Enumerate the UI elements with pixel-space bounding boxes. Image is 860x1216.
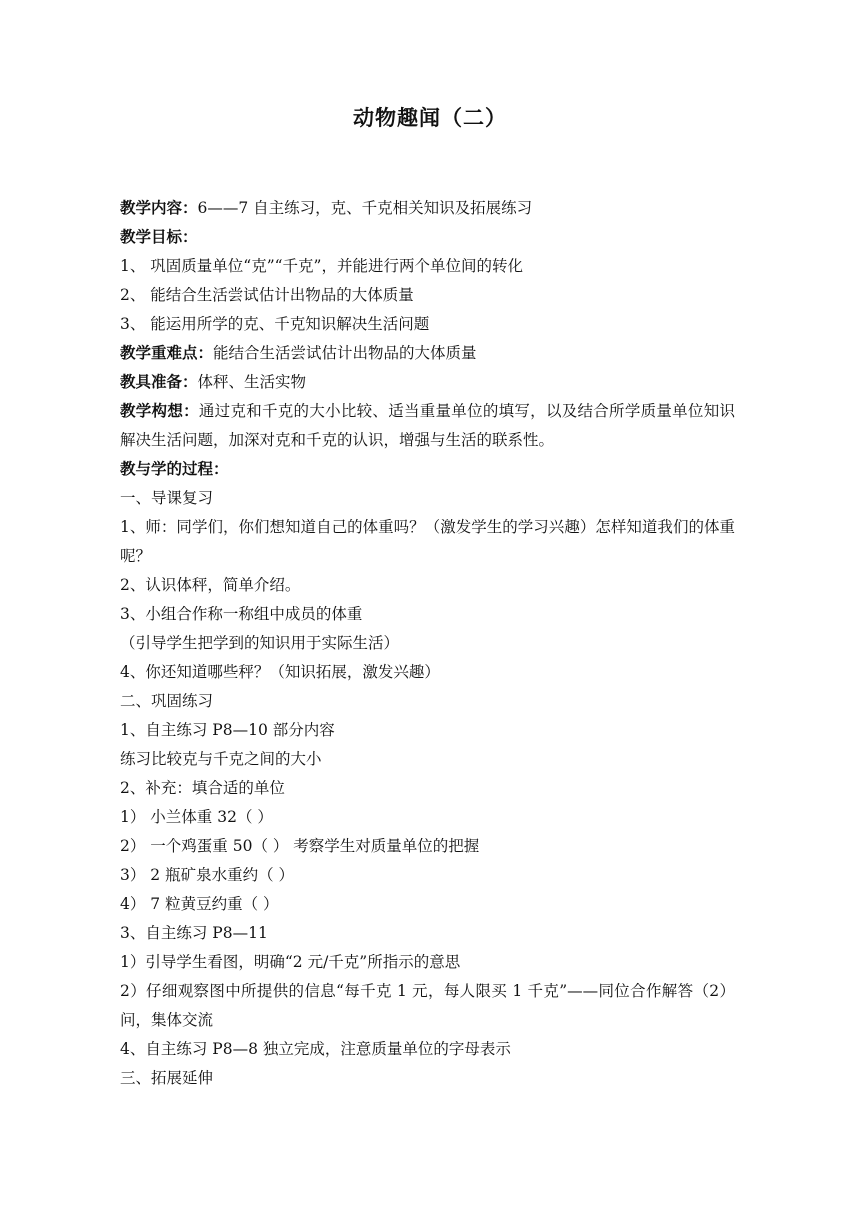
exercise-item: 3） 2 瓶矿泉水重约（ ）	[120, 866, 295, 884]
exercise-item: 1） 小兰体重 32（ ）	[120, 808, 273, 826]
tools-label: 教具准备：	[120, 373, 198, 391]
key-points-line	[120, 339, 735, 368]
paragraph: 3、自主练习 P8—11	[120, 924, 268, 942]
tools-line	[120, 368, 735, 397]
paragraph: 2、认识体秤，简单介绍。	[120, 576, 301, 594]
exercise-item: 4） 7 粒黄豆约重（ ）	[120, 895, 279, 913]
paragraph: 2、补充：填合适的单位	[120, 779, 285, 797]
teaching-idea-label: 教学构想：	[120, 402, 199, 420]
paragraph: 1、师：同学们，你们想知道自己的体重吗？（激发学生的学习兴趣）怎样知道我们的体重呢？	[120, 518, 735, 565]
paragraph: 1）引导学生看图，明确“2 元/千克”所指示的意思	[120, 953, 461, 971]
process-label: 教与学的过程：	[120, 460, 229, 478]
paragraph: 3、小组合作称一称组中成员的体重	[120, 605, 363, 623]
teaching-content-line	[120, 194, 735, 223]
section-heading: 一、导课复习	[120, 489, 214, 507]
teaching-goals-label: 教学目标：	[120, 228, 198, 246]
process-line	[120, 455, 735, 484]
paragraph: 2）仔细观察图中所提供的信息“每千克 1 元，每人限买 1 千克”——同位合作解答（2）问，集体交流	[120, 982, 735, 1029]
section-heading: 二、巩固练习	[120, 692, 214, 710]
paragraph: （引导学生把学到的知识用于实际生活）	[120, 634, 400, 652]
section-heading: 三、拓展延伸	[120, 1069, 214, 1087]
paragraph: 4、你还知道哪些秤？（知识拓展，激发兴趣）	[120, 663, 440, 681]
exercise-item: 2） 一个鸡蛋重 50（ ） 考察学生对质量单位的把握	[120, 837, 480, 855]
teaching-content-label: 教学内容：	[120, 199, 198, 217]
teaching-idea-paragraph	[120, 397, 735, 455]
goal-item: 2、 能结合生活尝试估计出物品的大体质量	[120, 286, 414, 304]
teaching-goals-line	[120, 223, 735, 252]
teaching-content-text: 6——7 自主练习，克、千克相关知识及拓展练习	[197, 199, 533, 217]
teaching-idea-text: 通过克和千克的大小比较、适当重量单位的填写，以及结合所学质量单位知识解决生活问题，加深对克和千克的认识，增强与生活的联系性。	[120, 402, 735, 449]
document-body	[120, 194, 735, 1093]
paragraph: 1、自主练习 P8—10 部分内容	[120, 721, 335, 739]
paragraph: 练习比较克与千克之间的大小	[120, 750, 322, 768]
paragraph: 4、自主练习 P8—8 独立完成，注意质量单位的字母表示	[120, 1040, 511, 1058]
key-points-label: 教学重难点：	[120, 344, 214, 362]
goal-item: 1、 巩固质量单位“克”“千克”，并能进行两个单位间的转化	[120, 257, 523, 275]
key-points-text: 能结合生活尝试估计出物品的大体质量	[213, 344, 477, 362]
goal-item: 3、 能运用所学的克、千克知识解决生活问题	[120, 315, 430, 333]
document-title: 动物趣闻（二）	[353, 106, 507, 130]
tools-text: 体秤、生活实物	[197, 373, 307, 391]
